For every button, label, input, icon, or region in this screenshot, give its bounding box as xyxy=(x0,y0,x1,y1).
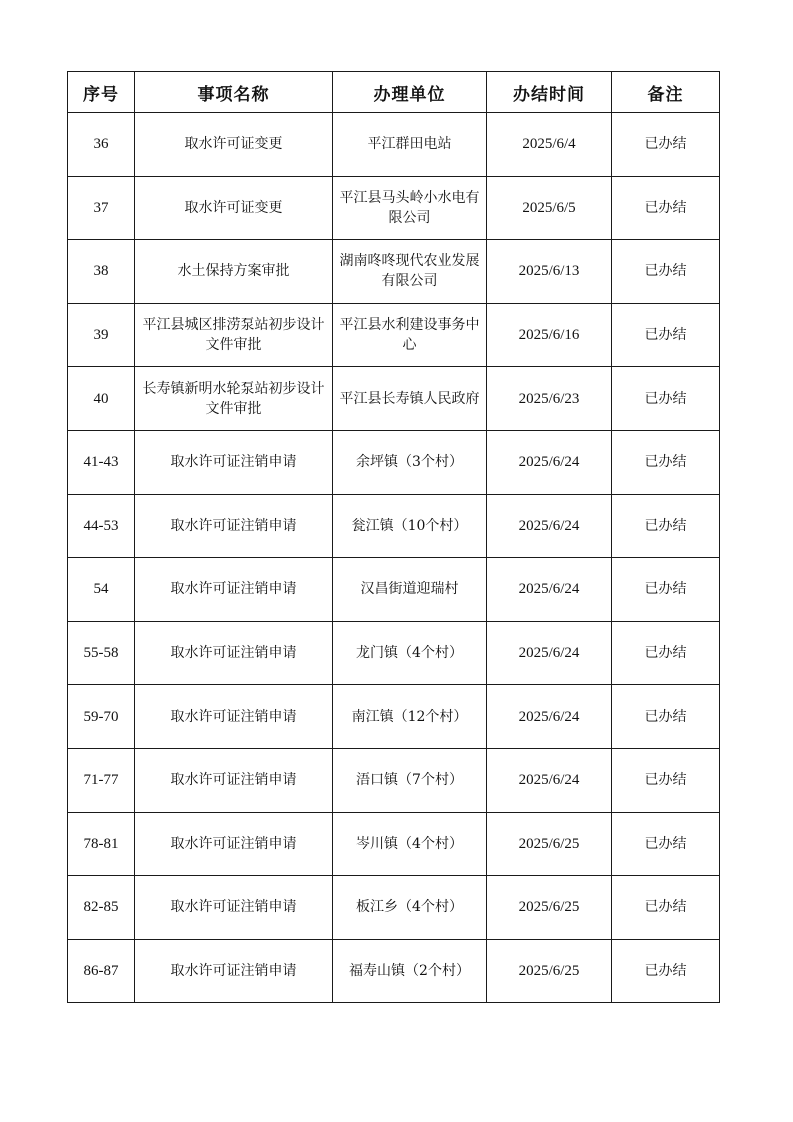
cell-completion-date: 2025/6/24 xyxy=(487,621,612,685)
cell-remark: 已办结 xyxy=(612,367,720,431)
cell-completion-date: 2025/6/16 xyxy=(487,303,612,367)
table-row xyxy=(68,558,720,622)
cell-completion-date: 2025/6/4 xyxy=(487,113,612,177)
cell-remark: 已办结 xyxy=(612,812,720,876)
cell-item-name: 水土保持方案审批 xyxy=(135,240,333,304)
cell-remark: 已办结 xyxy=(612,748,720,812)
table-row xyxy=(68,494,720,558)
cell-item-name: 取水许可证注销申请 xyxy=(135,430,333,494)
cell-serial-number: 40 xyxy=(68,367,135,431)
cell-completion-date: 2025/6/24 xyxy=(487,748,612,812)
cell-serial-number: 86-87 xyxy=(68,939,135,1003)
cell-handling-unit: 平江群田电站 xyxy=(333,113,487,177)
table-row xyxy=(68,939,720,1003)
cell-item-name: 取水许可证注销申请 xyxy=(135,939,333,1003)
cell-serial-number: 54 xyxy=(68,558,135,622)
table-row xyxy=(68,176,720,240)
cell-completion-date: 2025/6/24 xyxy=(487,558,612,622)
cell-remark: 已办结 xyxy=(612,939,720,1003)
cell-handling-unit: 岑川镇（4个村） xyxy=(333,812,487,876)
cell-handling-unit: 南江镇（12个村） xyxy=(333,685,487,749)
approval-table xyxy=(67,71,720,1003)
table-row xyxy=(68,748,720,812)
cell-remark: 已办结 xyxy=(612,876,720,940)
cell-completion-date: 2025/6/24 xyxy=(487,494,612,558)
cell-serial-number: 82-85 xyxy=(68,876,135,940)
cell-completion-date: 2025/6/25 xyxy=(487,812,612,876)
header-serial-number: 序号 xyxy=(68,72,135,113)
header-remark: 备注 xyxy=(612,72,720,113)
cell-item-name: 取水许可证注销申请 xyxy=(135,685,333,749)
cell-completion-date: 2025/6/24 xyxy=(487,430,612,494)
cell-item-name: 取水许可证注销申请 xyxy=(135,494,333,558)
cell-completion-date: 2025/6/23 xyxy=(487,367,612,431)
table-row xyxy=(68,240,720,304)
table-row xyxy=(68,430,720,494)
cell-completion-date: 2025/6/5 xyxy=(487,176,612,240)
cell-item-name: 取水许可证变更 xyxy=(135,176,333,240)
table-row xyxy=(68,685,720,749)
table-row xyxy=(68,367,720,431)
cell-serial-number: 71-77 xyxy=(68,748,135,812)
header-item-name: 事项名称 xyxy=(135,72,333,113)
cell-item-name: 取水许可证注销申请 xyxy=(135,748,333,812)
table-row xyxy=(68,876,720,940)
cell-item-name: 取水许可证注销申请 xyxy=(135,812,333,876)
cell-remark: 已办结 xyxy=(612,113,720,177)
cell-serial-number: 78-81 xyxy=(68,812,135,876)
table-row xyxy=(68,113,720,177)
cell-remark: 已办结 xyxy=(612,494,720,558)
cell-handling-unit: 福寿山镇（2个村） xyxy=(333,939,487,1003)
cell-remark: 已办结 xyxy=(612,621,720,685)
cell-handling-unit: 浯口镇（7个村） xyxy=(333,748,487,812)
cell-handling-unit: 汉昌街道迎瑞村 xyxy=(333,558,487,622)
cell-remark: 已办结 xyxy=(612,303,720,367)
cell-handling-unit: 板江乡（4个村） xyxy=(333,876,487,940)
cell-handling-unit: 瓮江镇（10个村） xyxy=(333,494,487,558)
approval-table-container xyxy=(67,71,719,1003)
table-row xyxy=(68,303,720,367)
cell-handling-unit: 龙门镇（4个村） xyxy=(333,621,487,685)
cell-serial-number: 39 xyxy=(68,303,135,367)
cell-item-name: 取水许可证注销申请 xyxy=(135,558,333,622)
cell-serial-number: 37 xyxy=(68,176,135,240)
cell-item-name: 平江县城区排涝泵站初步设计文件审批 xyxy=(135,303,333,367)
cell-serial-number: 36 xyxy=(68,113,135,177)
cell-serial-number: 38 xyxy=(68,240,135,304)
cell-serial-number: 59-70 xyxy=(68,685,135,749)
cell-remark: 已办结 xyxy=(612,685,720,749)
cell-completion-date: 2025/6/24 xyxy=(487,685,612,749)
cell-completion-date: 2025/6/25 xyxy=(487,876,612,940)
cell-item-name: 取水许可证变更 xyxy=(135,113,333,177)
cell-item-name: 取水许可证注销申请 xyxy=(135,876,333,940)
cell-handling-unit: 湖南咚咚现代农业发展有限公司 xyxy=(333,240,487,304)
cell-handling-unit: 平江县水利建设事务中心 xyxy=(333,303,487,367)
cell-serial-number: 44-53 xyxy=(68,494,135,558)
table-row xyxy=(68,812,720,876)
header-completion-date: 办结时间 xyxy=(487,72,612,113)
cell-handling-unit: 余坪镇（3个村） xyxy=(333,430,487,494)
cell-remark: 已办结 xyxy=(612,176,720,240)
table-row xyxy=(68,621,720,685)
table-header-row xyxy=(68,72,720,113)
cell-item-name: 取水许可证注销申请 xyxy=(135,621,333,685)
cell-item-name: 长寿镇新明水轮泵站初步设计文件审批 xyxy=(135,367,333,431)
cell-completion-date: 2025/6/13 xyxy=(487,240,612,304)
cell-handling-unit: 平江县长寿镇人民政府 xyxy=(333,367,487,431)
cell-handling-unit: 平江县马头岭小水电有限公司 xyxy=(333,176,487,240)
cell-remark: 已办结 xyxy=(612,558,720,622)
cell-remark: 已办结 xyxy=(612,430,720,494)
cell-remark: 已办结 xyxy=(612,240,720,304)
header-handling-unit: 办理单位 xyxy=(333,72,487,113)
cell-serial-number: 41-43 xyxy=(68,430,135,494)
cell-serial-number: 55-58 xyxy=(68,621,135,685)
cell-completion-date: 2025/6/25 xyxy=(487,939,612,1003)
